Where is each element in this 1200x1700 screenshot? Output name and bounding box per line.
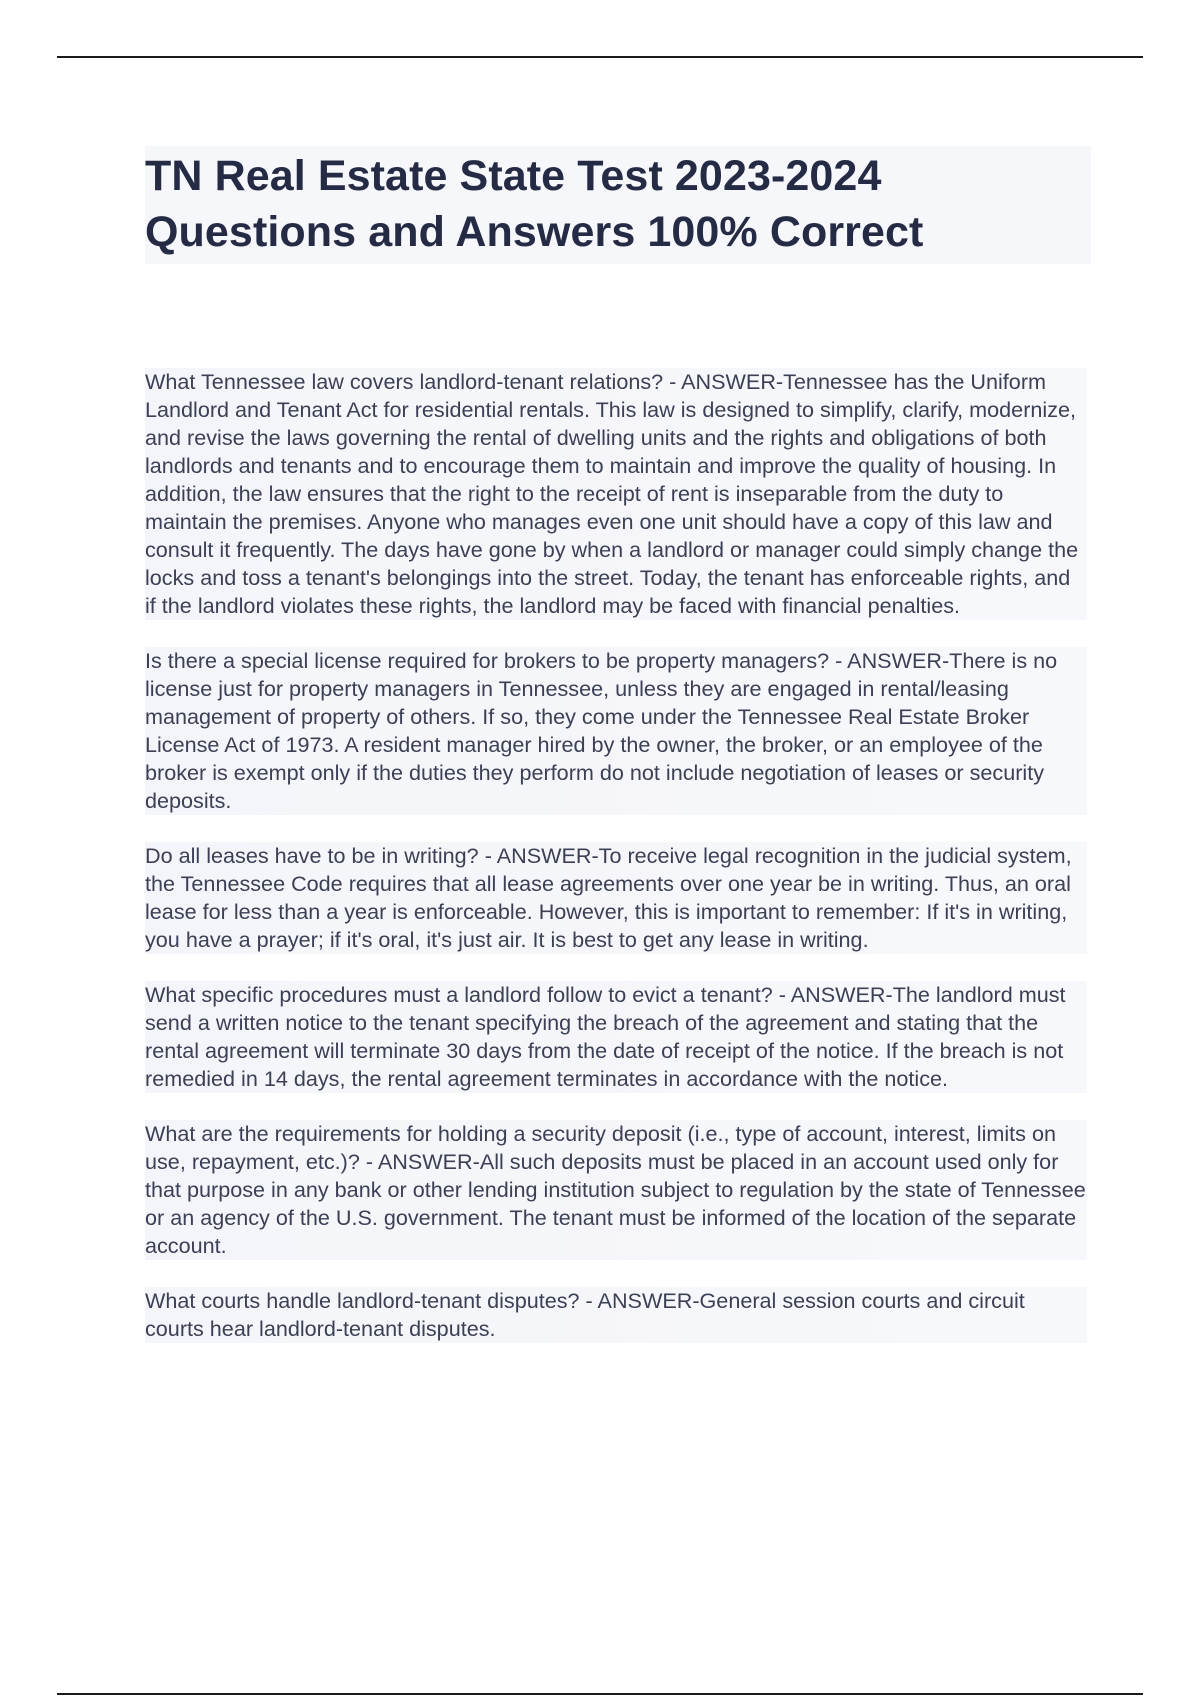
answer-separator: - ANSWER- (478, 843, 599, 868)
bottom-divider (57, 1693, 1143, 1695)
title-line-2: Questions and Answers 100% Correct (145, 208, 924, 256)
answer-separator: - ANSWER- (772, 982, 893, 1007)
qa-item-6 (145, 1287, 1087, 1343)
answer-separator: - ANSWER- (359, 1149, 480, 1174)
document-title (145, 146, 1091, 264)
title-line-1: TN Real Estate State Test 2023-2024 (145, 152, 882, 200)
qa-item-2 (145, 647, 1087, 815)
answer-text: Tennessee has the Uniform Landlord and Tenant Act for residential rentals. This law is designed to simplify, clarify, modernize, and revise the laws governing the rental of dwelling units and the rights and obligations of both landlords and tenants and to encourage them to maintain and improve the quality of housing. In addition, the law ensures that the right to the receipt of rent is inseparable from the duty to maintain the premises. Anyone who manages even one unit should have a copy of this law and consult it frequently. The days have gone by when a landlord or manager could simply change the locks and toss a tenant's belongings into the street. Today, the tenant has enforceable rights, and if the landlord violates these rights, the landlord may be faced with financial penalties. (145, 369, 1079, 618)
answer-text: There is no license just for property managers in Tennessee, unless they are engaged in rental/leasing management of property of others. If so, they come under the Tennessee Real Estate Broker License Act of 1973. A resident manager hired by the owner, the broker, or an employee of the broker is exempt only if the duties they perform do not include negotiation of leases or security deposits. (145, 648, 1058, 813)
page-title (145, 148, 1087, 260)
qa-item-3 (145, 842, 1087, 954)
answer-text: General session courts and circuit courts hear landlord-tenant disputes. (145, 1288, 1025, 1341)
question-text: What specific procedures must a landlord follow to evict a tenant? (145, 982, 773, 1007)
qa-item-1 (145, 368, 1087, 620)
question-text: What are the requirements for holding a security deposit (i.e., type of account, interest, limits on use, repayment, etc.)? (145, 1121, 1056, 1174)
answer-separator: - ANSWER- (829, 648, 950, 673)
qa-list (145, 368, 1087, 1370)
answer-text: The landlord must send a written notice to the tenant specifying the breach of the agreement and stating that the rental agreement will terminate 30 days from the date of receipt of the notice. If the breach is not remedied in 14 days, the rental agreement terminates in accordance with the notice. (145, 982, 1066, 1091)
question-text: Do all leases have to be in writing? (145, 843, 479, 868)
question-text: What courts handle landlord-tenant disputes? (145, 1288, 580, 1313)
answer-text: All such deposits must be placed in an account used only for that purpose in any bank or other lending institution subject to regulation by the state of Tennessee or an agency of the U.S. government. The tenant must be informed of the location of the separate account. (145, 1149, 1086, 1258)
answer-text: To receive legal recognition in the judicial system, the Tennessee Code requires that all lease agreements over one year be in writing. Thus, an oral lease for less than a year is enforceable. However, this is important to remember: If it's in writing, you have a prayer; if it's oral, it's just air. It is best to get any lease in writing. (145, 843, 1072, 952)
question-text: Is there a special license required for brokers to be property managers? (145, 648, 830, 673)
qa-item-4 (145, 981, 1087, 1093)
qa-item-5 (145, 1120, 1087, 1260)
question-text: What Tennessee law covers landlord-tenant relations? (145, 369, 664, 394)
answer-separator: - ANSWER- (663, 369, 784, 394)
top-divider (57, 56, 1143, 58)
answer-separator: - ANSWER- (579, 1288, 700, 1313)
